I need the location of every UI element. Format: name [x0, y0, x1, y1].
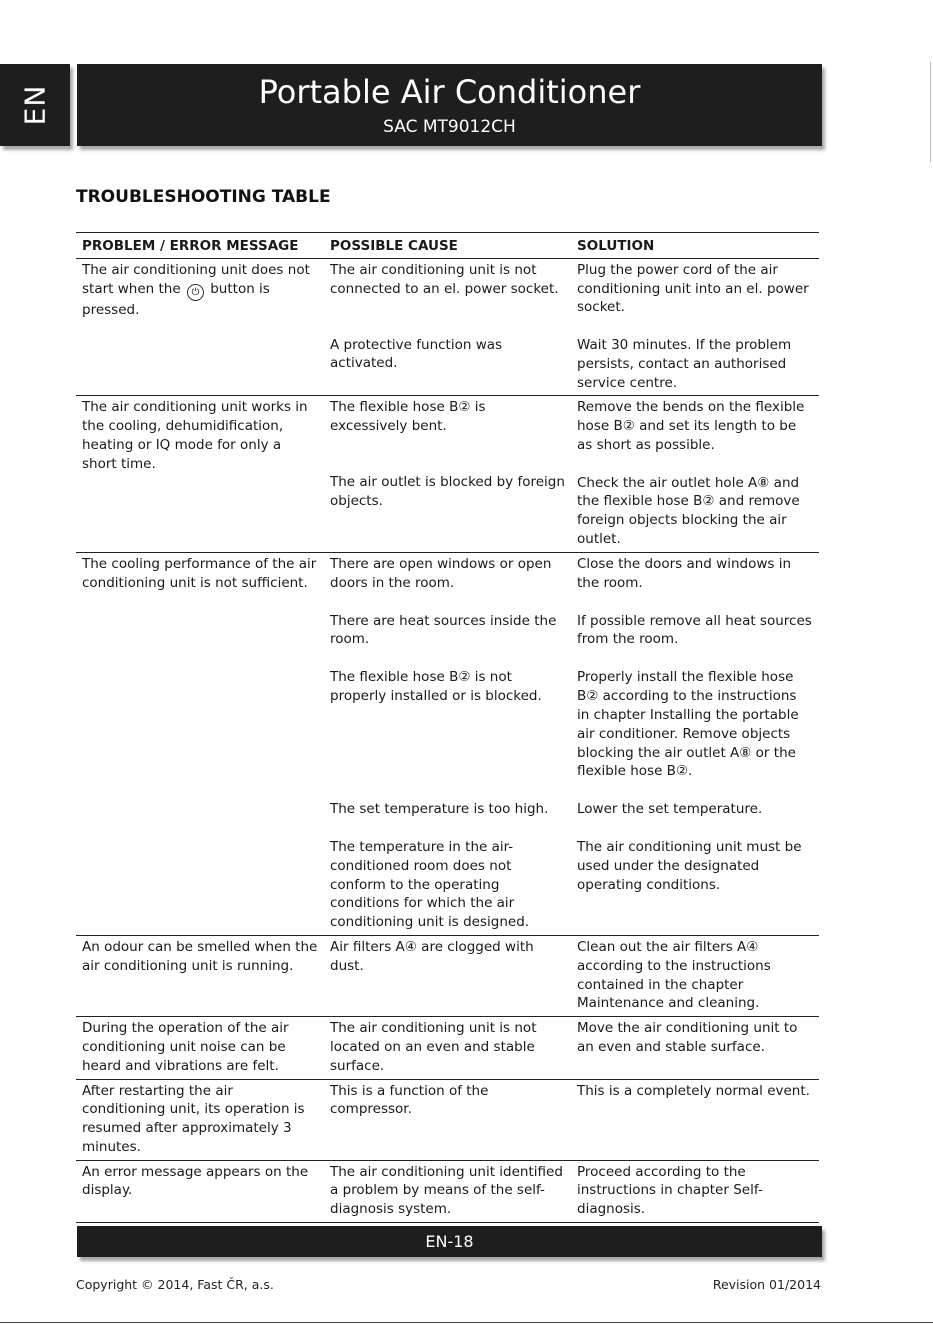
language-label: EN	[18, 84, 52, 126]
cause-text: The flexible hose B② is not properly installed or is blocked.	[330, 669, 542, 705]
table-row	[76, 1017, 819, 1079]
cause-cell	[324, 258, 571, 396]
solution-text: Plug the power cord of the air conditioning unit into an el. power socket.	[577, 261, 809, 316]
cause-text: The air conditioning unit is not connected to an el. power socket.	[330, 261, 559, 297]
cause-text: The set temperature is too high.	[330, 801, 549, 818]
solution-text: Remove the bends on the flexible hose B② and set its length to be as short as possible.	[577, 399, 805, 453]
page-header	[77, 64, 822, 146]
table-row	[76, 1079, 819, 1160]
problem-text: The air conditioning unit does not start when the	[82, 261, 310, 297]
cause-text: The temperature in the air-conditioned room does not conform to the operating conditions for which the air conditioning unit is designed.	[330, 838, 530, 931]
solution-cell	[571, 258, 819, 396]
solution-text: The air conditioning unit must be used under the designated operating conditions.	[577, 838, 802, 893]
cause-text: The air outlet is blocked by foreign objects.	[330, 474, 565, 509]
solution-text: Close the doors and windows in the room.	[577, 555, 792, 591]
cause-text: There are open windows or open doors in the room.	[330, 555, 552, 591]
model-number: SAC MT9012CH	[383, 117, 516, 137]
cause-cell: The air conditioning unit identified a problem by means of the self-diagnosis system.	[324, 1160, 571, 1222]
solution-text: Wait 30 minutes. If the problem persists, contact an authorised service centre.	[577, 336, 792, 391]
document-title: Portable Air Conditioner	[258, 73, 641, 111]
column-header-cause: POSSIBLE CAUSE	[324, 233, 571, 259]
problem-cell: The air conditioning unit works in the cooling, dehumidification, heating or IQ mode for only a short time.	[76, 396, 324, 552]
section-title: TROUBLESHOOTING TABLE	[76, 187, 331, 207]
solution-cell: Move the air conditioning unit to an even and stable surface.	[571, 1017, 819, 1079]
solution-cell: Clean out the air filters A④ according to the instructions contained in the chapter Maintenance and cleaning.	[571, 935, 819, 1016]
problem-cell	[76, 258, 324, 396]
problem-cell: The cooling performance of the air conditioning unit is not sufficient.	[76, 552, 324, 935]
troubleshooting-table	[76, 232, 819, 1223]
cause-text: There are heat sources inside the room.	[330, 612, 557, 648]
solution-text: Check the air outlet hole A⑧ and the flexible hose B② and remove foreign objects blocking the air outlet.	[577, 474, 800, 547]
revision-label: Revision 01/2014	[712, 1277, 821, 1292]
language-tab	[0, 64, 70, 146]
table-row	[76, 258, 819, 396]
table-header-row	[76, 233, 819, 259]
problem-cell: After restarting the air conditioning unit, its operation is resumed after approximately 3 minutes.	[76, 1079, 324, 1160]
table-row	[76, 935, 819, 1016]
column-header-solution: SOLUTION	[571, 233, 819, 259]
cause-text: The flexible hose B② is excessively bent.	[330, 399, 486, 435]
bottom-rule	[0, 1322, 933, 1323]
solution-cell: Proceed according to the instructions in chapter Self-diagnosis.	[571, 1160, 819, 1222]
solution-text: If possible remove all heat sources from the room.	[577, 612, 812, 648]
cause-cell: The air conditioning unit is not located on an even and stable surface.	[324, 1017, 571, 1079]
table-row	[76, 552, 819, 935]
solution-cell: This is a completely normal event.	[571, 1079, 819, 1160]
solution-cell	[571, 396, 819, 552]
page-number: EN-18	[425, 1232, 474, 1251]
cause-cell: This is a function of the compressor.	[324, 1079, 571, 1160]
solution-cell	[571, 552, 819, 935]
table-row	[76, 396, 819, 552]
cause-cell: Air filters A④ are clogged with dust.	[324, 935, 571, 1016]
copyright-notice: Copyright © 2014, Fast ČR, a.s.	[76, 1277, 274, 1292]
cause-cell	[324, 552, 571, 935]
solution-text: Lower the set temperature.	[577, 801, 763, 818]
page-edge-line	[930, 62, 931, 162]
problem-text: button is pressed.	[82, 280, 270, 318]
problem-cell: An error message appears on the display.	[76, 1160, 324, 1222]
power-button-icon: ⏻	[187, 284, 204, 301]
cause-text: A protective function was activated.	[330, 336, 503, 372]
column-header-problem: PROBLEM / ERROR MESSAGE	[76, 233, 324, 259]
cause-cell	[324, 396, 571, 552]
table-row	[76, 1160, 819, 1222]
solution-text: Properly install the flexible hose B② according to the instructions in chapter Installing the portable air conditioner. Remove objects blocking the air outlet A⑧ or the flexible hose B②.	[577, 669, 799, 780]
problem-cell: During the operation of the air conditioning unit noise can be heard and vibrations are felt.	[76, 1017, 324, 1079]
page-number-bar	[77, 1226, 822, 1257]
problem-cell: An odour can be smelled when the air conditioning unit is running.	[76, 935, 324, 1016]
